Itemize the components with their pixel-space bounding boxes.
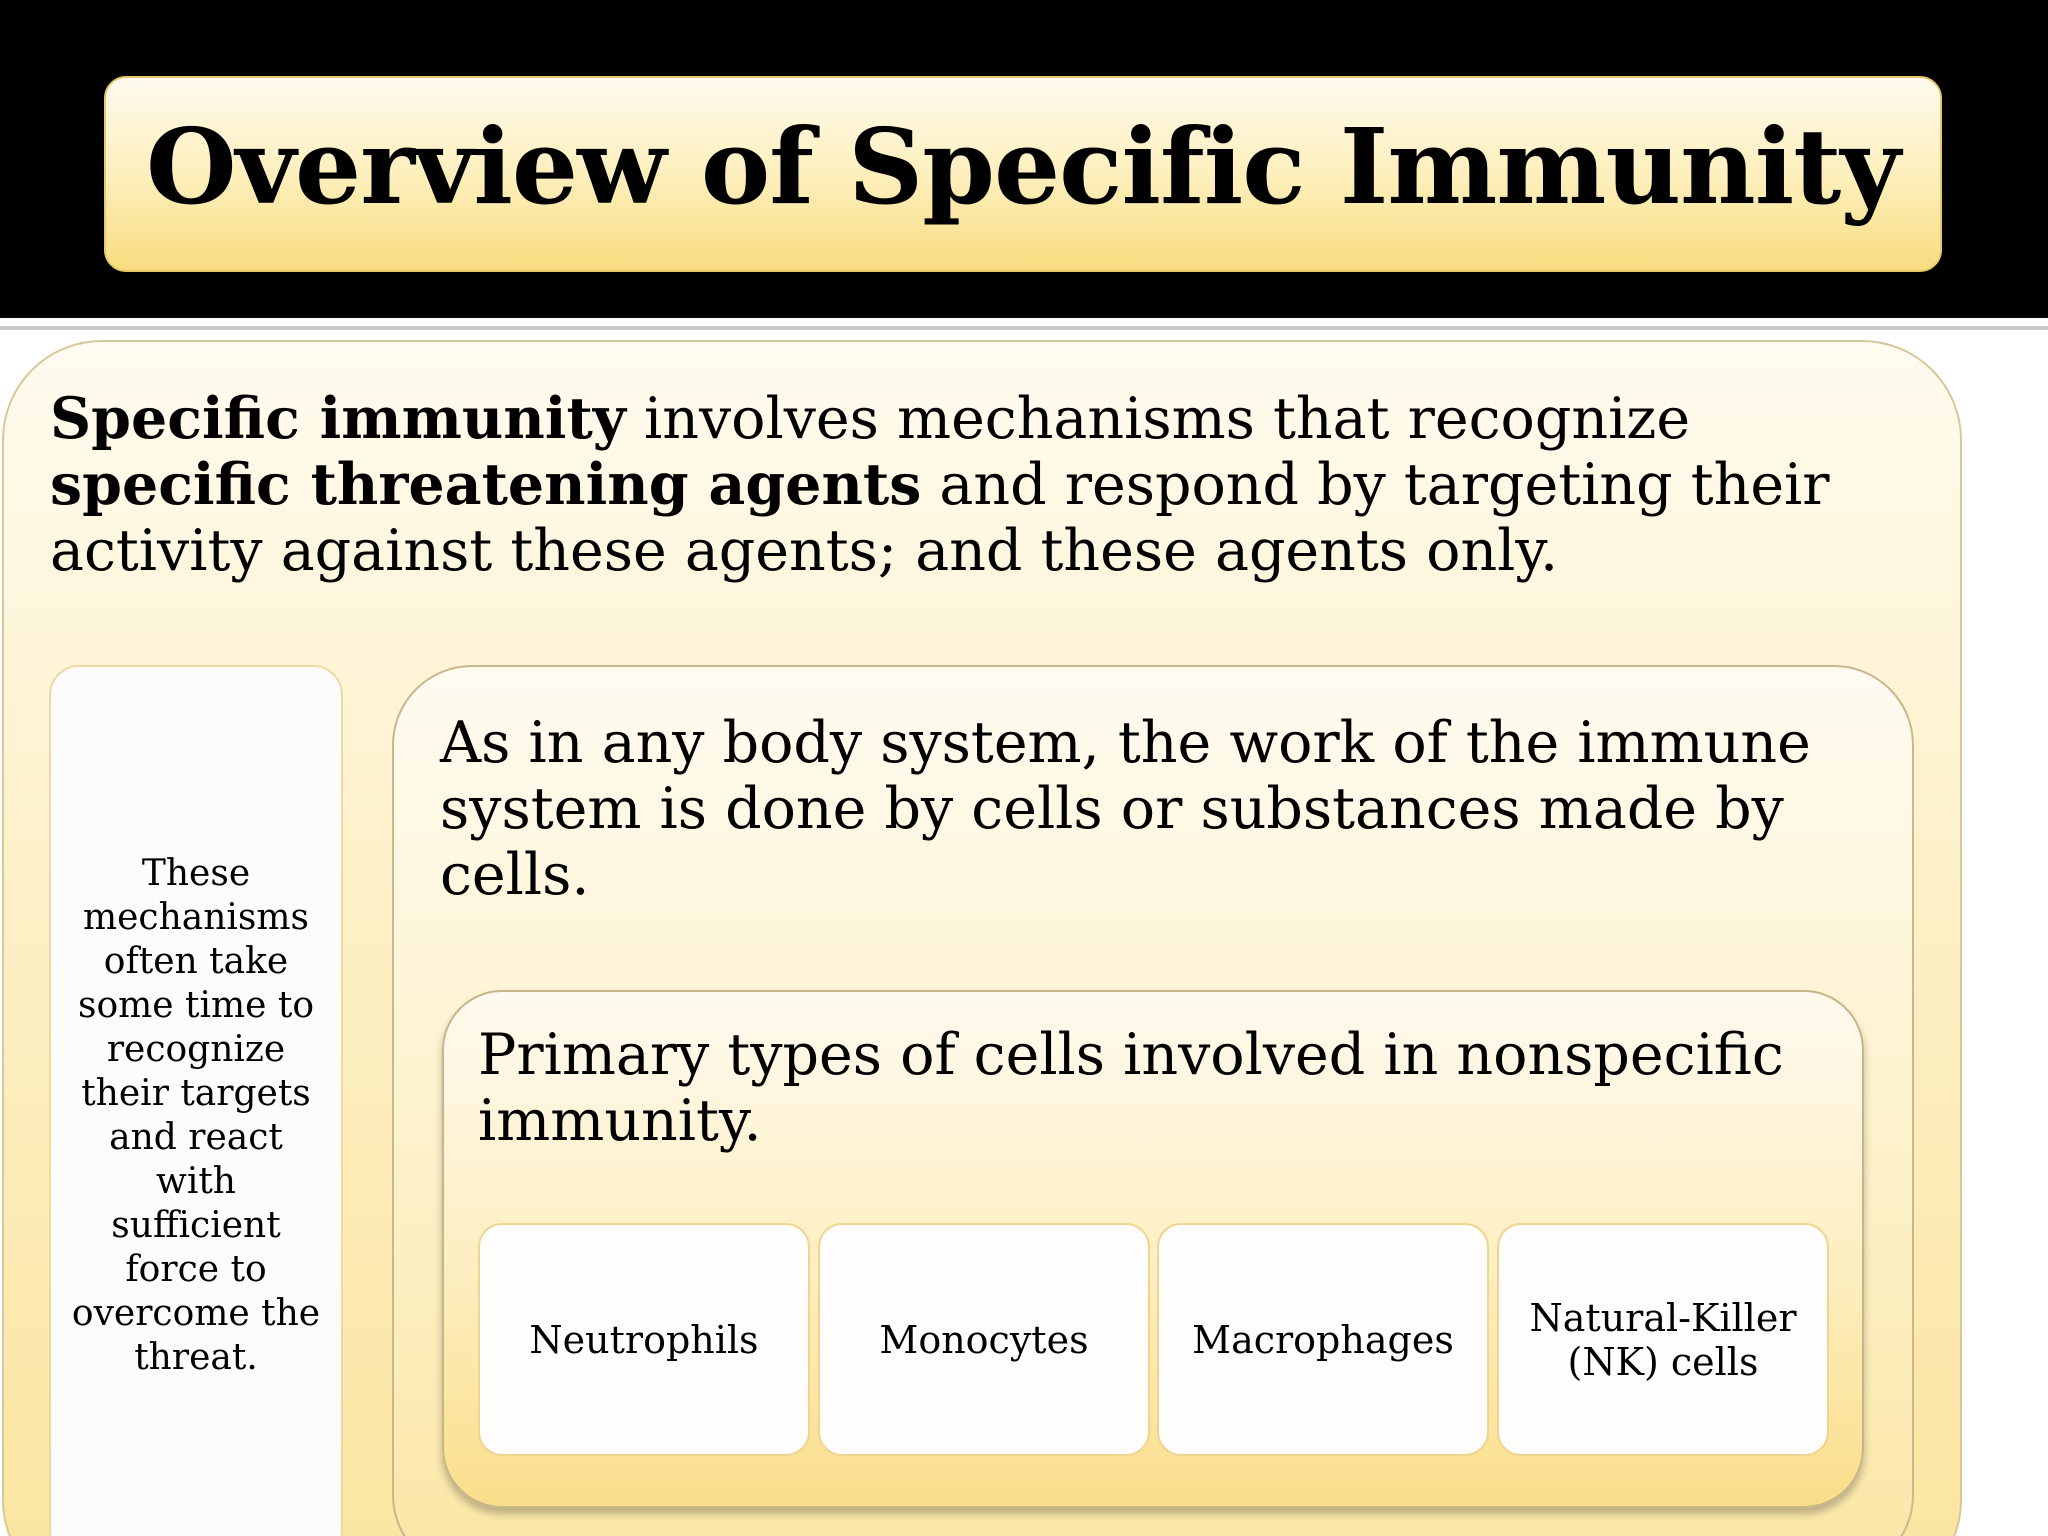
header-divider [0, 326, 2048, 330]
intro-bold-phrase: specific threatening agents [50, 451, 922, 518]
cell-types-heading: Primary types of cells involved in nonspecific immunity. [478, 1022, 1784, 1154]
cell-type-box [818, 1223, 1150, 1456]
cell-type-label: Monocytes [879, 1317, 1089, 1362]
intro-paragraph [50, 386, 1930, 584]
slide-title: Overview of Specific Immunity [146, 105, 1900, 228]
sidebar-text: These mechanisms often take some time to recognize their targets and react with sufficient force to overcome the threat. [71, 853, 321, 1378]
body-system-text: As in any body system, the work of the immune system is done by cells or substances made by cells. [440, 710, 1811, 908]
intro-text-part: and respond by targeting their activity against these agents; and these agents only. [50, 452, 1830, 584]
cell-type-box [1157, 1223, 1489, 1456]
intro-text-part: involves mechanisms that recognize [625, 386, 1691, 452]
title-box [104, 76, 1942, 272]
cell-type-box [478, 1223, 810, 1456]
cell-type-label: Neutrophils [529, 1317, 759, 1362]
cell-type-label: Macrophages [1192, 1317, 1454, 1362]
cell-type-label: Natural-Killer (NK) cells [1529, 1295, 1797, 1384]
cell-type-box [1497, 1223, 1829, 1456]
intro-bold-term: Specific immunity [50, 385, 626, 452]
